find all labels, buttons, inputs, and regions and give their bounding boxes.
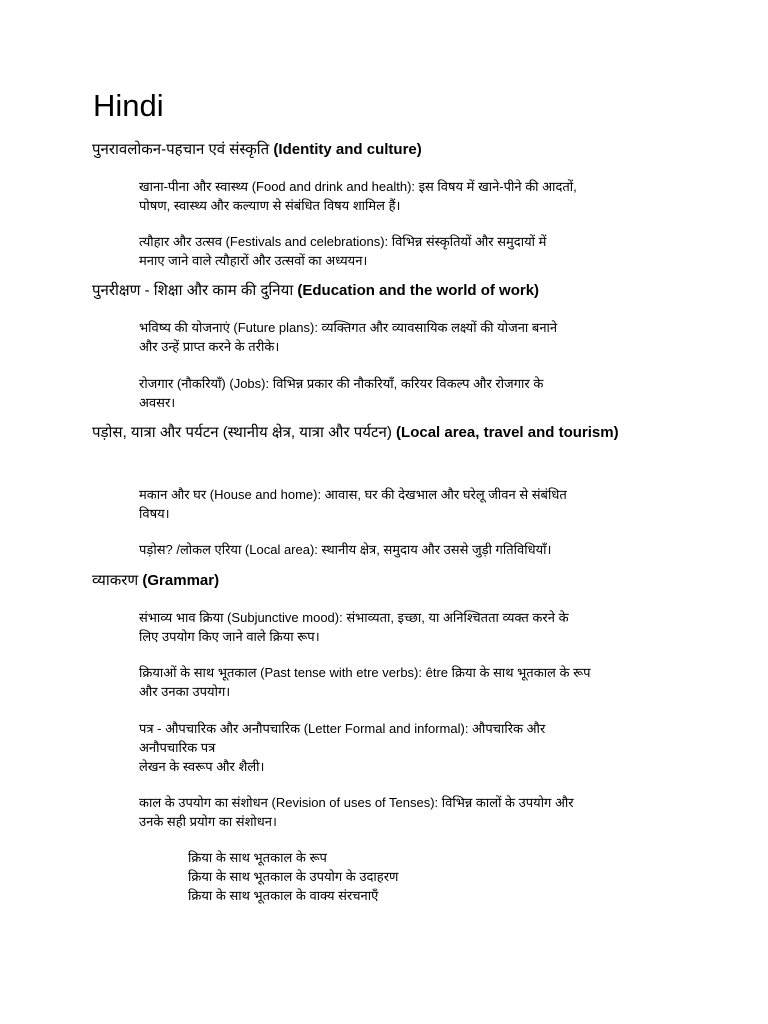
topic-line: पोषण, स्वास्थ्य और कल्याण से संबंधित विषय शामिल हैं। <box>139 198 401 213</box>
topic-line: मकान और घर (House and home): आवास, घर की देखभाल और घरेलू जीवन से संबंधित <box>139 487 567 502</box>
topic-item <box>139 793 679 831</box>
section-heading-identity-culture <box>92 137 692 163</box>
topic-line: पत्र - औपचारिक और अनौपचारिक (Letter Formal and informal): औपचारिक और <box>139 721 546 736</box>
topic-line: और उन्हें प्राप्त करने के तरीके। <box>139 339 280 354</box>
topic-item <box>139 719 679 776</box>
topic-item <box>139 177 679 215</box>
sub-topic-item: क्रिया के साथ भूतकाल के उपयोग के उदाहरण <box>188 869 399 884</box>
topic-line: पड़ोस? /लोकल एरिया (Local area): स्थानीय क्षेत्र, समुदाय और उससे जुड़ी गतिविधियाँ। <box>139 542 552 557</box>
topic-item <box>139 540 679 559</box>
topic-line: काल के उपयोग का संशोधन (Revision of uses of Tenses): विभिन्न कालों के उपयोग और <box>139 795 574 810</box>
section-heading-hindi: पुनरीक्षण - शिक्षा और काम की दुनिया <box>92 282 294 299</box>
topic-item <box>139 485 679 523</box>
topic-line: और उनका उपयोग। <box>139 684 231 699</box>
topic-line: विषय। <box>139 506 170 521</box>
section-heading-english: (Education and the world of work) <box>297 282 540 299</box>
document-title: Hindi <box>93 88 164 123</box>
sub-topic-item: क्रिया के साथ भूतकाल के रूप <box>188 850 327 865</box>
section-heading-education-work <box>92 278 692 304</box>
section-heading-hindi: पड़ोस, यात्रा और पर्यटन (स्थानीय क्षेत्र, यात्रा और पर्यटन) <box>92 424 392 441</box>
topic-line: खाना-पीना और स्वास्थ्य (Food and drink and health): इस विषय में खाने-पीने की आदतों, <box>139 179 577 194</box>
topic-line: उनके सही प्रयोग का संशोधन। <box>139 814 277 829</box>
topic-line: त्यौहार और उत्सव (Festivals and celebrations): विभिन्न संस्कृतियों और समुदायों में <box>139 234 547 249</box>
topic-item <box>139 374 679 412</box>
section-heading-grammar <box>92 568 692 594</box>
section-heading-english: (Local area, travel and tourism) <box>396 424 619 441</box>
topic-line: लिए उपयोग किए जाने वाले क्रिया रूप। <box>139 629 320 644</box>
topic-line: मनाए जाने वाले त्यौहारों और उत्सवों का अध्ययन। <box>139 253 368 268</box>
section-heading-hindi: व्याकरण <box>92 572 139 589</box>
section-heading-english: (Identity and culture) <box>273 141 422 158</box>
topic-line: रोजगार (नौकरियाँ) (Jobs): विभिन्न प्रकार की नौकरियाँ, करियर विकल्प और रोजगार के <box>139 376 544 391</box>
topic-line: क्रियाओं के साथ भूतकाल (Past tense with etre verbs): être क्रिया के साथ भूतकाल के रूप <box>139 665 591 680</box>
topic-line: भविष्य की योजनाएं (Future plans): व्यक्तिगत और व्यावसायिक लक्ष्यों की योजना बनाने <box>139 320 558 335</box>
topic-item <box>139 663 679 701</box>
section-heading-english: (Grammar) <box>142 572 220 589</box>
topic-item <box>139 318 679 356</box>
topic-line: संभाव्य भाव क्रिया (Subjunctive mood): संभाव्यता, इच्छा, या अनिश्चितता व्यक्त करने के <box>139 610 569 625</box>
topic-item <box>139 608 679 646</box>
sub-topic-list <box>188 848 588 905</box>
topic-item <box>139 232 679 270</box>
topic-line: लेखन के स्वरूप और शैली। <box>139 759 265 774</box>
topic-line: अनौपचारिक पत्र <box>139 740 216 755</box>
sub-topic-item: क्रिया के साथ भूतकाल के वाक्य संरचनाएँ <box>188 888 379 903</box>
section-heading-hindi: पुनरावलोकन-पहचान एवं संस्कृति <box>92 141 270 158</box>
section-heading-local-area-travel <box>92 420 692 446</box>
topic-line: अवसर। <box>139 395 176 410</box>
